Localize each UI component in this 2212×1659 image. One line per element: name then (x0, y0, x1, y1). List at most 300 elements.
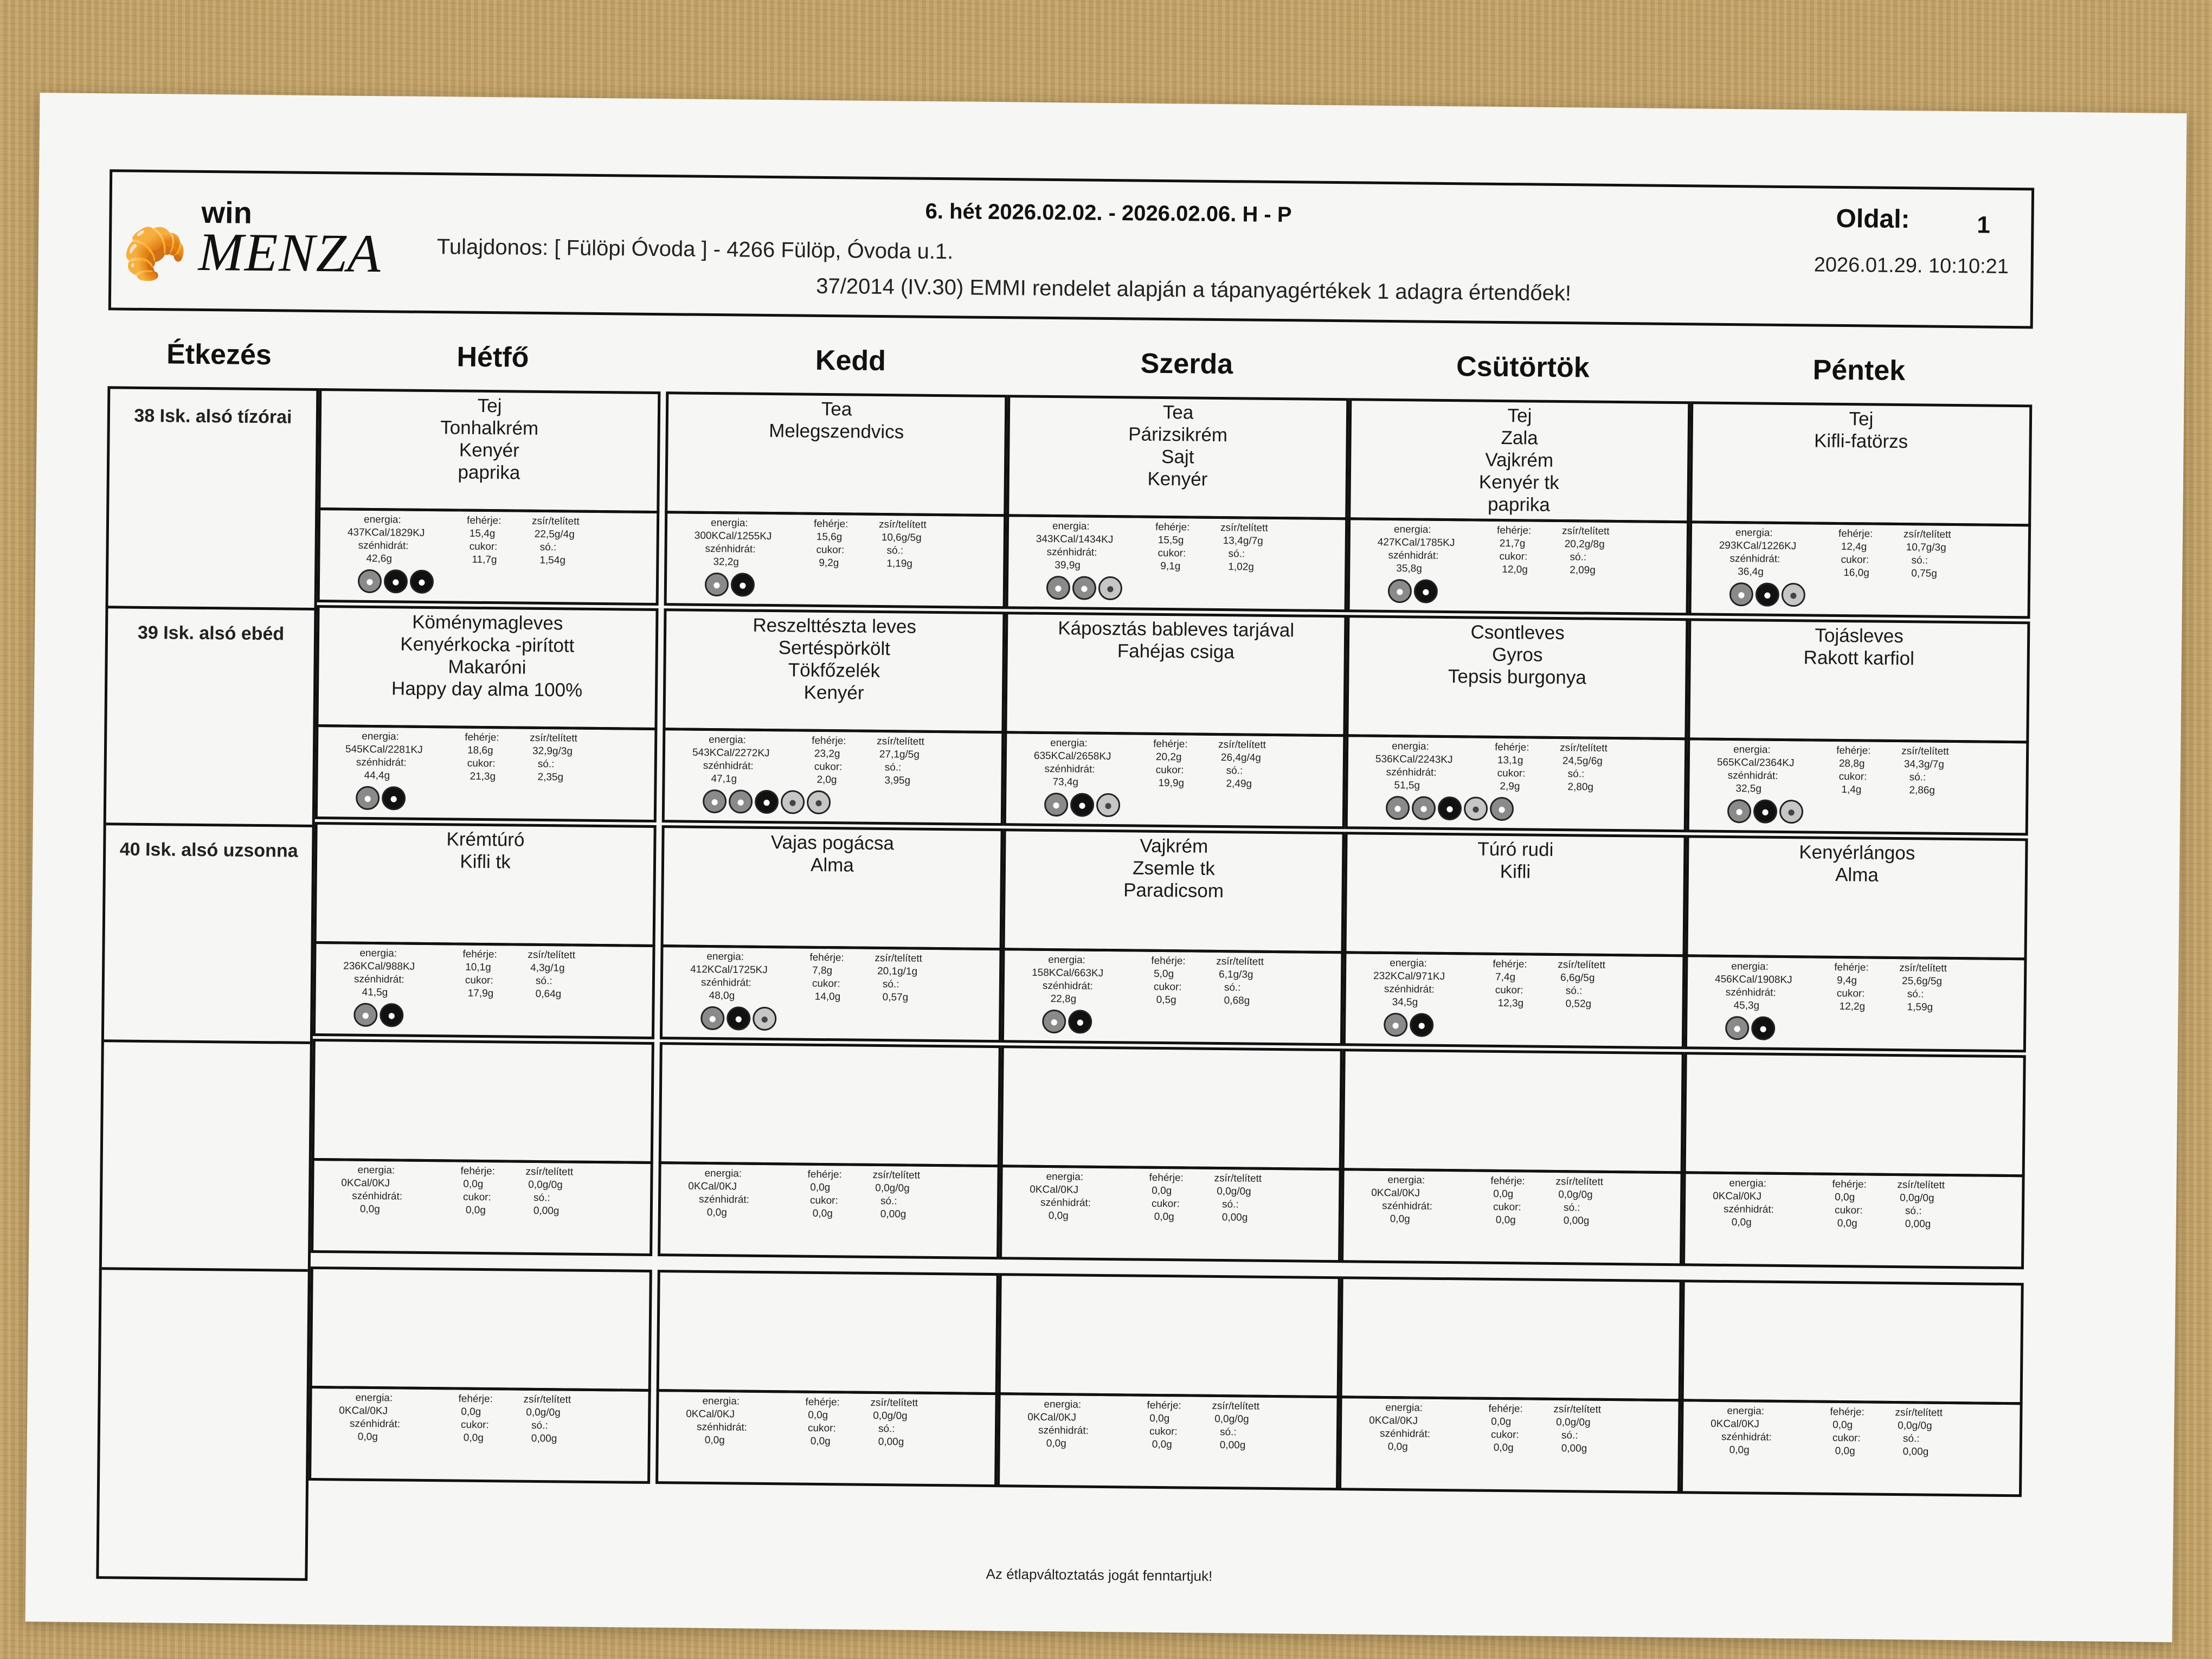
dish-item: Kenyér (803, 681, 864, 704)
cukor-label: cukor: (1151, 1198, 1180, 1210)
allergen-icon: ● (729, 789, 753, 813)
szenhidrat-value: 0,0g (1387, 1441, 1408, 1453)
regulation-note: 37/2014 (IV.30) EMMI rendelet alapján a tápanyagértékek 1 adagra értendőek! (816, 274, 1572, 306)
so-label: só.: (1221, 1199, 1239, 1211)
allergen-icons (356, 786, 406, 811)
feherje-value: 15,6g (816, 531, 843, 543)
dish-item: Tea (821, 398, 852, 420)
so-value: 1,59g (1907, 1001, 1933, 1013)
allergen-icon: ● (1414, 579, 1438, 603)
dish-list (1008, 614, 1345, 664)
dish-item: Köménymagleves (411, 611, 563, 634)
energia-value: 0KCal/0KJ (688, 1180, 737, 1193)
so-value: 0,52g (1565, 998, 1592, 1010)
nutrition-cell (1680, 1399, 2023, 1497)
dish-item: Melegszendvics (769, 420, 904, 443)
feherje-value: 28,8g (1838, 757, 1865, 770)
dish-cell (998, 1273, 1341, 1398)
szenhidrat-label: szénhidrát: (349, 1418, 401, 1430)
dish-cell (1687, 618, 2030, 743)
feherje-label: fehérje: (1488, 1403, 1523, 1415)
zsir-value: 0,0g/0g (528, 1179, 563, 1191)
meal-row-divider (108, 606, 314, 610)
allergen-icon: ● (726, 1006, 750, 1030)
dish-cell (1689, 401, 2032, 526)
cukor-value: 0,0g (810, 1435, 831, 1448)
dish-list (1349, 618, 1686, 690)
dish-item: Rakott karfiol (1803, 647, 1915, 670)
day-header: Hétfő (456, 341, 529, 374)
zsir-label: zsír/telített (874, 952, 923, 964)
zsir-label: zsír/telített (1560, 742, 1607, 754)
zsir-value: 27,1g/5g (879, 748, 920, 761)
zsir-label: zsír/telített (1216, 955, 1264, 968)
szenhidrat-value: 47,1g (711, 773, 737, 785)
cukor-value: 2,0g (816, 774, 837, 786)
so-value: 0,00g (880, 1208, 906, 1220)
meal-name (110, 1056, 305, 1057)
allergen-icons (705, 573, 755, 597)
day-header: Kedd (815, 344, 886, 377)
so-label: só.: (535, 975, 552, 987)
dish-item: Vajkrém (1485, 449, 1554, 471)
dish-cell (312, 1039, 654, 1164)
allergen-icon: ● (1386, 796, 1410, 820)
allergen-icon: ● (807, 790, 831, 814)
allergen-icon: ● (1388, 579, 1412, 603)
dish-cell (1340, 1276, 1682, 1401)
so-label: só.: (1902, 1433, 1920, 1445)
energia-label: energia: (1044, 1398, 1082, 1411)
dish-item: Gyros (1491, 644, 1543, 666)
meal-column-header: Étkezés (166, 338, 272, 371)
zsir-value: 10,6g/5g (881, 531, 922, 544)
dish-item: Kenyérkocka -pirított (400, 633, 575, 657)
so-value: 0,64g (535, 988, 562, 1000)
energia-value: 412KCal/1725KJ (690, 963, 768, 976)
nutrition-table (664, 947, 1000, 1004)
feherje-value: 0,0g (1835, 1191, 1855, 1204)
nutrition-cell (1684, 954, 2027, 1052)
zsir-value: 22,5g/4g (534, 528, 575, 541)
dish-cell (661, 825, 1004, 950)
owner-line: Tulajdonos: [ Fülöpi Óvoda ] - 4266 Fülöp, Óvoda u.1. (436, 235, 954, 264)
allergen-icon: ● (753, 1007, 776, 1031)
zsir-label: zsír/telített (1218, 738, 1266, 751)
energia-value: 635KCal/2658KJ (1033, 750, 1111, 763)
menu-grid (96, 386, 2081, 1598)
dish-item: Happy day alma 100% (391, 678, 583, 701)
dish-item: Kifli tk (460, 851, 511, 873)
energia-value: 545KCal/2281KJ (345, 743, 423, 756)
feherje-value: 23,2g (814, 748, 840, 760)
so-value: 0,68g (1224, 995, 1250, 1007)
so-value: 0,00g (1905, 1218, 1931, 1230)
so-value: 2,49g (1226, 778, 1252, 790)
zsir-label: zsír/telített (1220, 522, 1268, 534)
szenhidrat-label: szénhidrát: (705, 543, 756, 555)
energia-value: 293KCal/1226KJ (1719, 539, 1797, 552)
dish-cell (1006, 395, 1349, 520)
cukor-label: cukor: (1495, 984, 1523, 996)
dish-item: Alma (1835, 864, 1879, 886)
energia-label: energia: (1729, 1178, 1767, 1189)
cukor-value: 12,2g (1839, 1000, 1866, 1013)
dish-item: Túró rudi (1477, 838, 1554, 860)
cukor-label: cukor: (463, 1191, 491, 1204)
dish-list (313, 1269, 650, 1275)
nutrition-table (314, 1161, 651, 1217)
nutrition-table (1692, 523, 2028, 580)
dish-item: Vajkrém (1140, 835, 1208, 857)
cukor-value: 0,0g (1835, 1445, 1855, 1457)
so-value: 2,35g (537, 771, 564, 783)
zsir-label: zsír/telített (872, 1169, 921, 1181)
energia-label: energia: (363, 513, 401, 526)
meal-label-column (96, 386, 319, 1581)
nutrition-table (1348, 737, 1684, 793)
so-value: 2,09g (1570, 564, 1596, 576)
so-value: 0,00g (878, 1436, 904, 1448)
energia-label: energia: (1046, 1171, 1084, 1183)
allergen-icon: ● (700, 1006, 724, 1030)
szenhidrat-value: 41,5g (362, 986, 388, 999)
dish-item: Alma (810, 854, 854, 876)
dish-item: Tej (477, 395, 502, 417)
so-value: 1,02g (1228, 561, 1254, 573)
cukor-label: cukor: (812, 978, 840, 990)
dish-item: Tej (1849, 408, 1874, 430)
dish-list (321, 391, 658, 485)
zsir-label: zsír/telített (1899, 962, 1947, 974)
dish-cell (318, 388, 660, 513)
so-value: 0,00g (1219, 1439, 1246, 1451)
zsir-label: zsír/telített (528, 949, 576, 961)
feherje-value: 20,2g (1155, 751, 1182, 763)
feherje-label: fehérje: (813, 518, 848, 530)
szenhidrat-value: 0,0g (1046, 1437, 1066, 1450)
allergen-icon: ● (1729, 582, 1753, 606)
szenhidrat-value: 0,0g (1729, 1444, 1750, 1456)
nutrition-cell (658, 1161, 1000, 1259)
energia-value: 236KCal/988KJ (343, 960, 415, 973)
croissant-icon: 🥐 (122, 224, 188, 284)
winmenza-logo (122, 194, 394, 289)
szenhidrat-value: 32,5g (1735, 783, 1762, 795)
allergen-icon: ● (384, 569, 408, 593)
dish-list (668, 394, 1005, 444)
cukor-label: cukor: (1158, 547, 1186, 560)
zsir-value: 6,1g/3g (1219, 969, 1253, 981)
nutrition-table (1690, 740, 2026, 796)
cukor-label: cukor: (1149, 1425, 1178, 1438)
feherje-label: fehérje: (460, 1165, 496, 1178)
nutrition-table (317, 944, 653, 1000)
allergen-icons (358, 569, 434, 594)
feherje-label: fehérje: (805, 1396, 840, 1409)
cukor-value: 0,0g (1495, 1214, 1516, 1226)
feherje-value: 0,0g (1491, 1416, 1512, 1428)
cukor-label: cukor: (1493, 1201, 1521, 1213)
nutrition-table (659, 1392, 995, 1448)
cukor-value: 11,7g (472, 554, 497, 566)
energia-value: 0KCal/0KJ (1369, 1414, 1418, 1427)
nutrition-cell (308, 1386, 651, 1484)
energia-value: 543KCal/2272KJ (692, 747, 770, 760)
szenhidrat-label: szénhidrát: (1042, 980, 1093, 992)
so-label: só.: (1567, 768, 1585, 780)
szenhidrat-value: 34,5g (1392, 996, 1418, 1008)
energia-value: 437KCal/1829KJ (347, 526, 425, 539)
zsir-value: 20,2g/8g (1564, 538, 1605, 550)
so-value: 1,19g (886, 558, 913, 570)
dish-cell (665, 391, 1007, 517)
allergen-icon: ● (1725, 1016, 1749, 1040)
nutrition-cell (1006, 514, 1348, 612)
so-label: só.: (882, 979, 899, 991)
szenhidrat-label: szénhidrát: (358, 539, 409, 552)
allergen-icons (700, 1006, 776, 1031)
feherje-label: fehérje: (1151, 955, 1186, 967)
zsir-value: 0,0g/0g (1900, 1192, 1934, 1204)
allergen-icon: ● (1096, 793, 1120, 817)
energia-value: 0KCal/0KJ (341, 1177, 390, 1189)
so-value: 0,00g (1221, 1212, 1248, 1224)
dish-cell (663, 608, 1005, 734)
dish-item: Kenyérlángos (1799, 841, 1915, 864)
allergen-icon: ● (1044, 793, 1068, 816)
allergen-icons (1729, 582, 1805, 607)
cukor-value: 9,2g (819, 557, 839, 569)
feherje-value: 10,1g (465, 961, 491, 974)
szenhidrat-label: szénhidrát: (356, 756, 407, 769)
logo-win-text: win (201, 195, 253, 230)
allergen-icons (1386, 796, 1514, 821)
so-label: só.: (886, 545, 904, 557)
szenhidrat-value: 45,3g (1733, 1000, 1760, 1012)
dish-list (1009, 397, 1347, 492)
meal-row-divider (104, 1039, 310, 1044)
meal-row-divider (106, 822, 312, 827)
zsir-value: 0,0g/0g (875, 1182, 910, 1194)
cukor-value: 16,0g (1843, 567, 1869, 579)
zsir-label: zsír/telített (1214, 1172, 1262, 1185)
energia-value: 0KCal/0KJ (1027, 1411, 1077, 1424)
so-label: só.: (1224, 982, 1241, 994)
nutrition-table (1688, 957, 2024, 1013)
dish-item: Tej (1507, 405, 1532, 427)
zsir-label: zsír/telített (1561, 525, 1610, 537)
nutrition-table (1009, 517, 1345, 573)
feherje-label: fehérje: (1496, 524, 1532, 537)
energia-label: energia: (702, 1395, 740, 1407)
cukor-value: 0,0g (465, 1204, 486, 1217)
feherje-value: 5,0g (1154, 968, 1174, 980)
print-date: 2026.01.29. 10:10:21 (1814, 253, 2009, 278)
szenhidrat-value: 0,0g (1731, 1217, 1752, 1229)
cukor-value: 17,9g (467, 987, 494, 1000)
dish-list (1002, 1276, 1338, 1281)
energia-label: energia: (1048, 954, 1086, 966)
cukor-label: cukor: (814, 761, 843, 773)
allergen-icon: ● (1751, 1016, 1775, 1040)
cukor-value: 0,0g (1493, 1442, 1514, 1454)
allergen-icon: ● (731, 573, 755, 596)
energia-value: 0KCal/0KJ (686, 1408, 735, 1420)
feherje-label: fehérje: (1155, 521, 1190, 533)
feherje-label: fehérje: (809, 951, 844, 964)
feherje-value: 7,8g (812, 964, 833, 977)
feherje-value: 0,0g (1832, 1419, 1853, 1431)
dish-cell (1681, 1279, 2024, 1405)
allergen-icon: ● (1756, 582, 1779, 606)
allergen-icon: ● (380, 1003, 403, 1027)
dish-list (660, 1272, 996, 1278)
dish-cell (316, 605, 658, 730)
nutrition-cell (1001, 948, 1344, 1046)
nutrition-table (320, 510, 657, 567)
szenhidrat-label: szénhidrát: (352, 1190, 403, 1203)
so-label: só.: (1219, 1426, 1237, 1438)
energia-label: energia: (1050, 737, 1088, 749)
szenhidrat-label: szénhidrát: (1729, 553, 1780, 565)
so-label: só.: (1226, 765, 1243, 777)
szenhidrat-value: 22,8g (1050, 993, 1077, 1005)
energia-value: 536KCal/2243KJ (1375, 753, 1453, 766)
szenhidrat-label: szénhidrát: (1379, 1427, 1431, 1440)
allergen-icon: ● (1072, 576, 1096, 600)
szenhidrat-label: szénhidrát: (1727, 769, 1778, 782)
dish-item: Tepsis burgonya (1448, 666, 1587, 689)
dish-list (1691, 621, 2028, 671)
dish-list (1685, 1282, 2021, 1288)
nutrition-table (1684, 1401, 2020, 1458)
szenhidrat-value: 35,8g (1396, 563, 1422, 575)
cukor-label: cukor: (467, 757, 496, 770)
szenhidrat-label: szénhidrát: (1040, 1197, 1091, 1209)
allergen-icons (1046, 576, 1122, 600)
zsir-label: zsír/telített (870, 1397, 918, 1409)
nutrition-cell (315, 724, 658, 822)
cukor-value: 12,3g (1497, 997, 1524, 1009)
allergen-icon: ● (1727, 799, 1751, 823)
dish-item: Kenyér tk (1478, 471, 1559, 493)
dish-item: Sajt (1161, 446, 1194, 468)
zsir-label: zsír/telített (523, 1393, 571, 1406)
energia-value: 232KCal/971KJ (1373, 970, 1445, 983)
allergen-icon: ● (353, 1003, 377, 1027)
szenhidrat-label: szénhidrát: (1721, 1431, 1772, 1443)
cukor-label: cukor: (1832, 1432, 1861, 1444)
allergen-icon: ● (1098, 576, 1122, 600)
meal-name: 38 Isk. alsó tízórai (134, 405, 292, 428)
so-label: só.: (1905, 1205, 1922, 1217)
feherje-value: 0,0g (808, 1409, 828, 1422)
dish-list (1687, 1054, 2023, 1060)
allergen-icon: ● (755, 790, 779, 814)
szenhidrat-label: szénhidrát: (698, 1193, 750, 1206)
cukor-label: cukor: (1838, 770, 1867, 783)
nutrition-cell (313, 941, 655, 1039)
nutrition-cell (1004, 731, 1346, 829)
nutrition-cell (1345, 734, 1688, 832)
nutrition-cell (1682, 1171, 2025, 1269)
dish-list (1347, 834, 1684, 884)
zsir-label: zsír/telített (1553, 1403, 1602, 1416)
zsir-value: 13,4g/7g (1223, 535, 1263, 547)
nutrition-table (1001, 1395, 1337, 1451)
nutrition-cell (1687, 737, 2029, 835)
nutrition-cell (1689, 520, 2031, 619)
cukor-value: 19,9g (1158, 777, 1185, 789)
cukor-label: cukor: (1836, 987, 1865, 1000)
nutrition-cell (1341, 1168, 1683, 1266)
feherje-label: fehérje: (807, 1168, 843, 1181)
zsir-value: 0,0g/0g (1556, 1417, 1591, 1429)
nutrition-table (312, 1388, 648, 1445)
cukor-label: cukor: (460, 1419, 489, 1431)
feherje-label: fehérje: (462, 948, 497, 961)
feherje-value: 21,7g (1499, 537, 1526, 550)
feherje-label: fehérje: (1490, 1175, 1525, 1187)
dish-list (1343, 1279, 1680, 1284)
dish-list (317, 825, 654, 874)
zsir-label: zsír/telített (1903, 529, 1951, 541)
allergen-icons (353, 1003, 403, 1027)
energia-value: 0KCal/0KJ (1711, 1418, 1760, 1430)
energia-label: energia: (1385, 1401, 1423, 1414)
energia-label: energia: (1052, 520, 1090, 532)
energia-label: energia: (709, 734, 746, 746)
dish-list (316, 1041, 652, 1047)
zsir-label: zsír/telített (525, 1166, 574, 1178)
allergen-icon: ● (1490, 797, 1514, 821)
dish-item: paprika (1487, 493, 1551, 516)
allergen-icon: ● (1782, 583, 1805, 607)
dish-item: Tojásleves (1815, 625, 1904, 647)
dish-list (1351, 401, 1688, 517)
szenhidrat-label: szénhidrát: (353, 973, 405, 986)
energia-value: 0KCal/0KJ (1713, 1190, 1762, 1203)
feherje-label: fehérje: (458, 1393, 493, 1405)
szenhidrat-label: szénhidrát: (700, 976, 751, 989)
nutrition-cell (660, 944, 1002, 1043)
feherje-label: fehérje: (465, 731, 499, 744)
feherje-label: fehérje: (466, 515, 501, 527)
nutrition-cell (1347, 517, 1690, 615)
szenhidrat-value: 48,0g (709, 989, 735, 1002)
zsir-value: 34,3g/7g (1904, 758, 1944, 770)
dish-item: Tökfőzelék (788, 659, 880, 681)
zsir-label: zsír/telített (1897, 1179, 1945, 1191)
szenhidrat-label: szénhidrát: (696, 1421, 748, 1433)
so-value: 1,54g (539, 554, 566, 567)
meal-name: 40 Isk. alsó uzsonna (119, 839, 298, 861)
feherje-value: 9,4g (1836, 974, 1857, 987)
so-label: só.: (1907, 988, 1924, 1000)
so-label: só.: (880, 1195, 897, 1207)
dish-list (663, 1045, 999, 1050)
energia-label: energia: (355, 1392, 393, 1404)
nutrition-table (1686, 1174, 2022, 1230)
zsir-label: zsír/telített (1558, 959, 1606, 971)
zsir-label: zsír/telített (877, 735, 924, 748)
so-value: 0,75g (1911, 568, 1937, 580)
szenhidrat-value: 0,0g (1048, 1210, 1069, 1222)
feherje-label: fehérje: (1147, 1399, 1181, 1412)
nutrition-cell (311, 1158, 653, 1256)
so-value: 0,00g (533, 1205, 560, 1217)
